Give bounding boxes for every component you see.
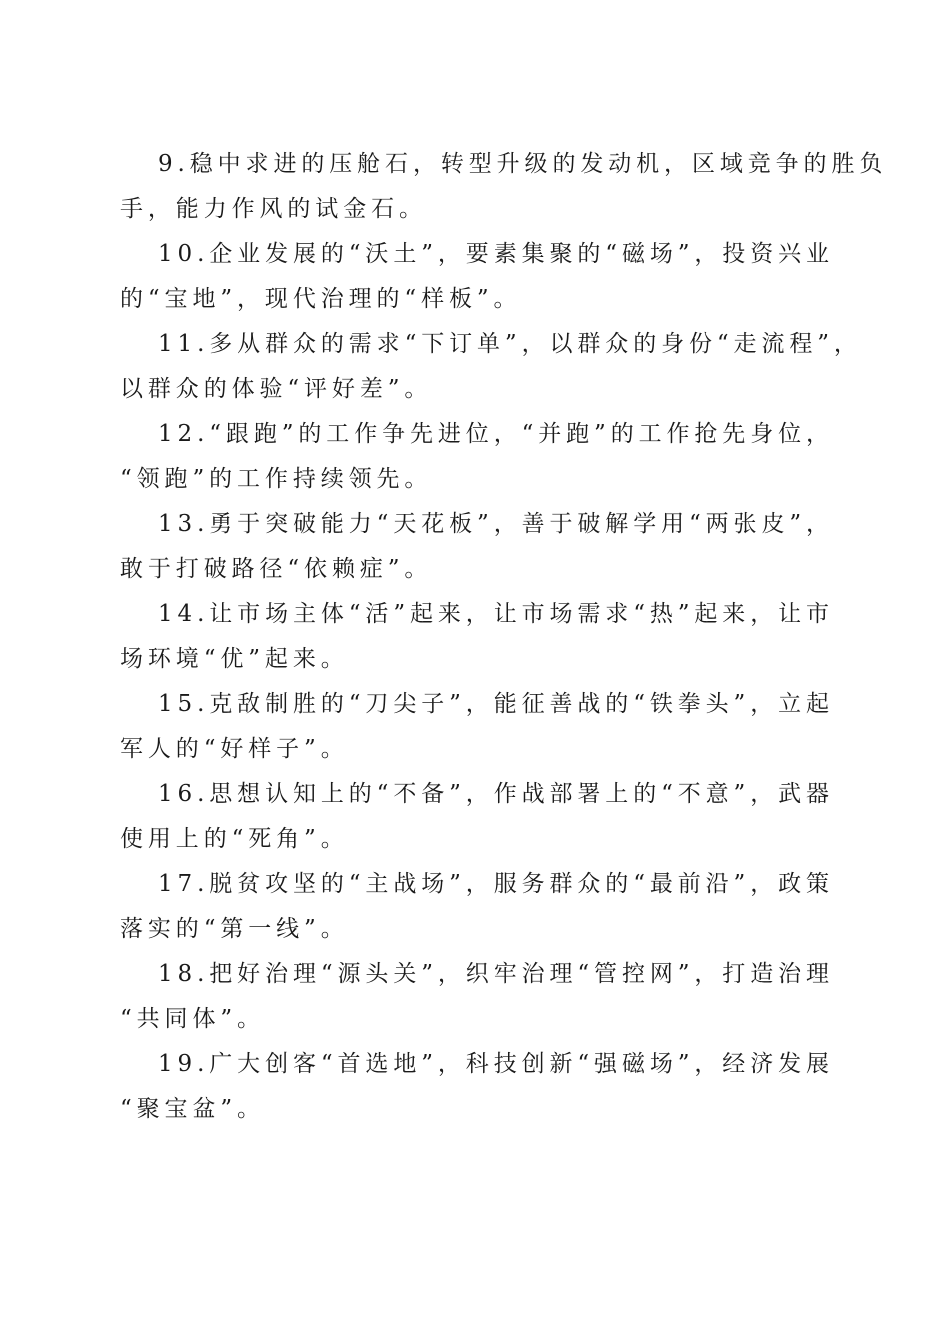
item-line: 以群众的体验“评好差”。 xyxy=(120,376,433,402)
item-line: “领跑”的工作持续领先。 xyxy=(120,466,433,492)
item-line: 敢于打破路径“依赖症”。 xyxy=(120,556,433,582)
list-item xyxy=(120,952,832,1042)
item-line: 14.让市场主体“活”起来，让市场需求“热”起来，让市 xyxy=(158,601,834,627)
item-line: 9.稳中求进的压舱石，转型升级的发动机，区域竞争的胜负 xyxy=(158,151,888,177)
item-line: 使用上的“死角”。 xyxy=(120,826,349,852)
item-line: 10.企业发展的“沃土”，要素集聚的“磁场”，投资兴业 xyxy=(158,241,834,267)
item-line: 落实的“第一线”。 xyxy=(120,916,349,942)
item-line: 17.脱贫攻坚的“主战场”，服务群众的“最前沿”，政策 xyxy=(158,871,834,897)
item-line: 场环境“优”起来。 xyxy=(120,646,349,672)
list-item xyxy=(120,502,832,592)
item-line: “共同体”。 xyxy=(120,1006,265,1032)
list-item xyxy=(120,1042,832,1132)
list-item xyxy=(120,412,832,502)
item-line: 的“宝地”，现代治理的“样板”。 xyxy=(120,286,522,312)
list-item xyxy=(120,772,832,862)
item-line: 13.勇于突破能力“天花板”，善于破解学用“两张皮”， xyxy=(158,511,834,537)
list-item xyxy=(120,592,832,682)
list-item xyxy=(120,322,862,412)
list-item xyxy=(120,142,888,232)
item-line: 16.思想认知上的“不备”，作战部署上的“不意”，武器 xyxy=(158,781,834,807)
list-item xyxy=(120,682,832,772)
document-body xyxy=(120,142,888,1132)
item-line: 12.“跟跑”的工作争先进位，“并跑”的工作抢先身位， xyxy=(158,421,834,447)
list-item xyxy=(120,232,832,322)
item-line: “聚宝盆”。 xyxy=(120,1096,265,1122)
item-line: 军人的“好样子”。 xyxy=(120,736,349,762)
item-line: 手，能力作风的试金石。 xyxy=(120,196,427,222)
item-line: 19.广大创客“首选地”，科技创新“强磁场”，经济发展 xyxy=(158,1051,834,1077)
item-line: 15.克敌制胜的“刀尖子”，能征善战的“铁拳头”，立起 xyxy=(158,691,834,717)
item-line: 18.把好治理“源头关”，织牢治理“管控网”，打造治理 xyxy=(158,961,834,987)
item-line: 11.多从群众的需求“下订单”，以群众的身份“走流程”， xyxy=(158,331,862,357)
list-item xyxy=(120,862,832,952)
